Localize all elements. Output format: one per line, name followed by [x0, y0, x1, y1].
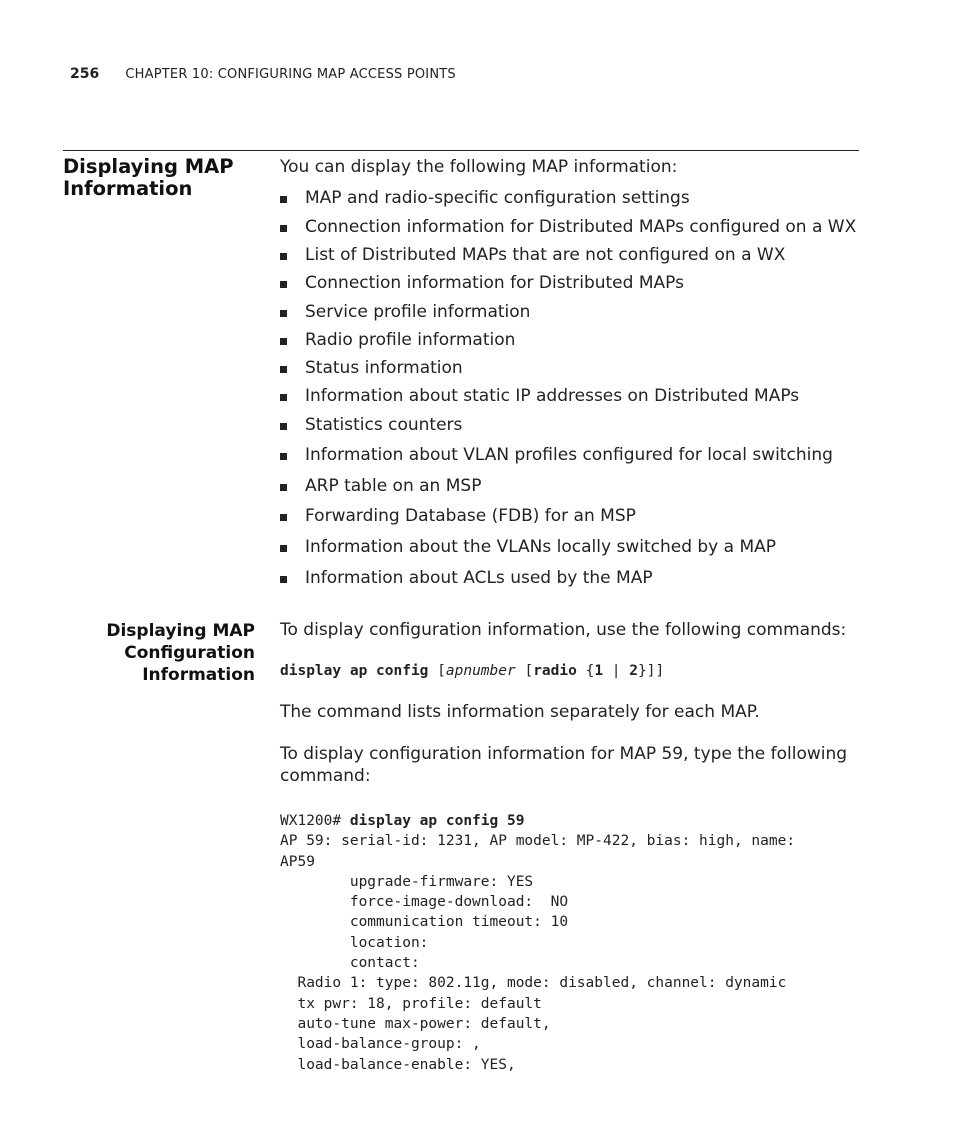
list-item: Information about VLAN profiles configured for local switching	[280, 445, 833, 465]
list-item: MAP and radio-specific configuration settings	[280, 188, 690, 208]
list-item: Connection information for Distributed MAPs configured on a WX	[280, 217, 856, 237]
list-item: Service profile information	[280, 302, 530, 322]
list-item: Statistics counters	[280, 415, 462, 435]
list-item: Connection information for Distributed MAPs	[280, 273, 684, 293]
list-item: Forwarding Database (FDB) for an MSP	[280, 506, 636, 526]
code-line: Radio 1: type: 802.11g, mode: disabled, channel: dynamic	[280, 975, 787, 992]
page-header	[70, 66, 456, 82]
code-line: force-image-download: NO	[280, 894, 569, 911]
list-item: ARP table on an MSP	[280, 476, 481, 496]
code-line: AP59	[280, 853, 315, 870]
section-heading: Displaying MAP Information	[63, 155, 234, 200]
code-command: display ap config 59	[349, 813, 525, 829]
code-line	[280, 811, 795, 831]
syntax-keyword: radio	[533, 663, 577, 679]
paragraph: The command lists information separately for each MAP.	[280, 702, 760, 722]
chapter-title: CHAPTER 10: CONFIGURING MAP ACCESS POINTS	[125, 67, 456, 82]
code-line: tx pwr: 18, profile: default	[280, 995, 542, 1012]
syntax-command: display ap config	[280, 663, 429, 679]
subsection-intro: To display configuration information, use the following commands:	[280, 620, 847, 640]
code-line: communication timeout: 10	[280, 914, 569, 931]
list-item: List of Distributed MAPs that are not configured on a WX	[280, 245, 785, 265]
page-number: 256	[70, 66, 100, 82]
list-item: Information about static IP addresses on Distributed MAPs	[280, 386, 799, 406]
syntax-param: apnumber	[445, 663, 516, 679]
subsection-heading: Displaying MAP Configuration Information	[106, 621, 255, 685]
code-line: upgrade-firmware: YES	[280, 873, 534, 890]
code-line: load-balance-enable: YES,	[280, 1056, 516, 1073]
code-block	[280, 811, 795, 1075]
code-line: load-balance-group: ,	[280, 1036, 481, 1053]
paragraph: To display configuration information for MAP 59, type the following command:	[280, 744, 848, 786]
command-syntax: display ap config [apnumber [radio {1 | 2}]]	[280, 663, 665, 679]
list-item: Radio profile information	[280, 330, 515, 350]
code-prompt: WX1200#	[280, 813, 342, 829]
list-item: Information about ACLs used by the MAP	[280, 568, 653, 588]
code-line: contact:	[280, 955, 420, 972]
list-item: Status information	[280, 358, 463, 378]
code-line: AP 59: serial-id: 1231, AP model: MP-422, bias: high, name:	[280, 833, 796, 850]
section-intro: You can display the following MAP information:	[280, 157, 678, 177]
section-divider	[63, 150, 859, 151]
code-line: location:	[280, 934, 429, 951]
list-item: Information about the VLANs locally switched by a MAP	[280, 537, 776, 557]
code-line: auto-tune max-power: default,	[280, 1015, 551, 1032]
